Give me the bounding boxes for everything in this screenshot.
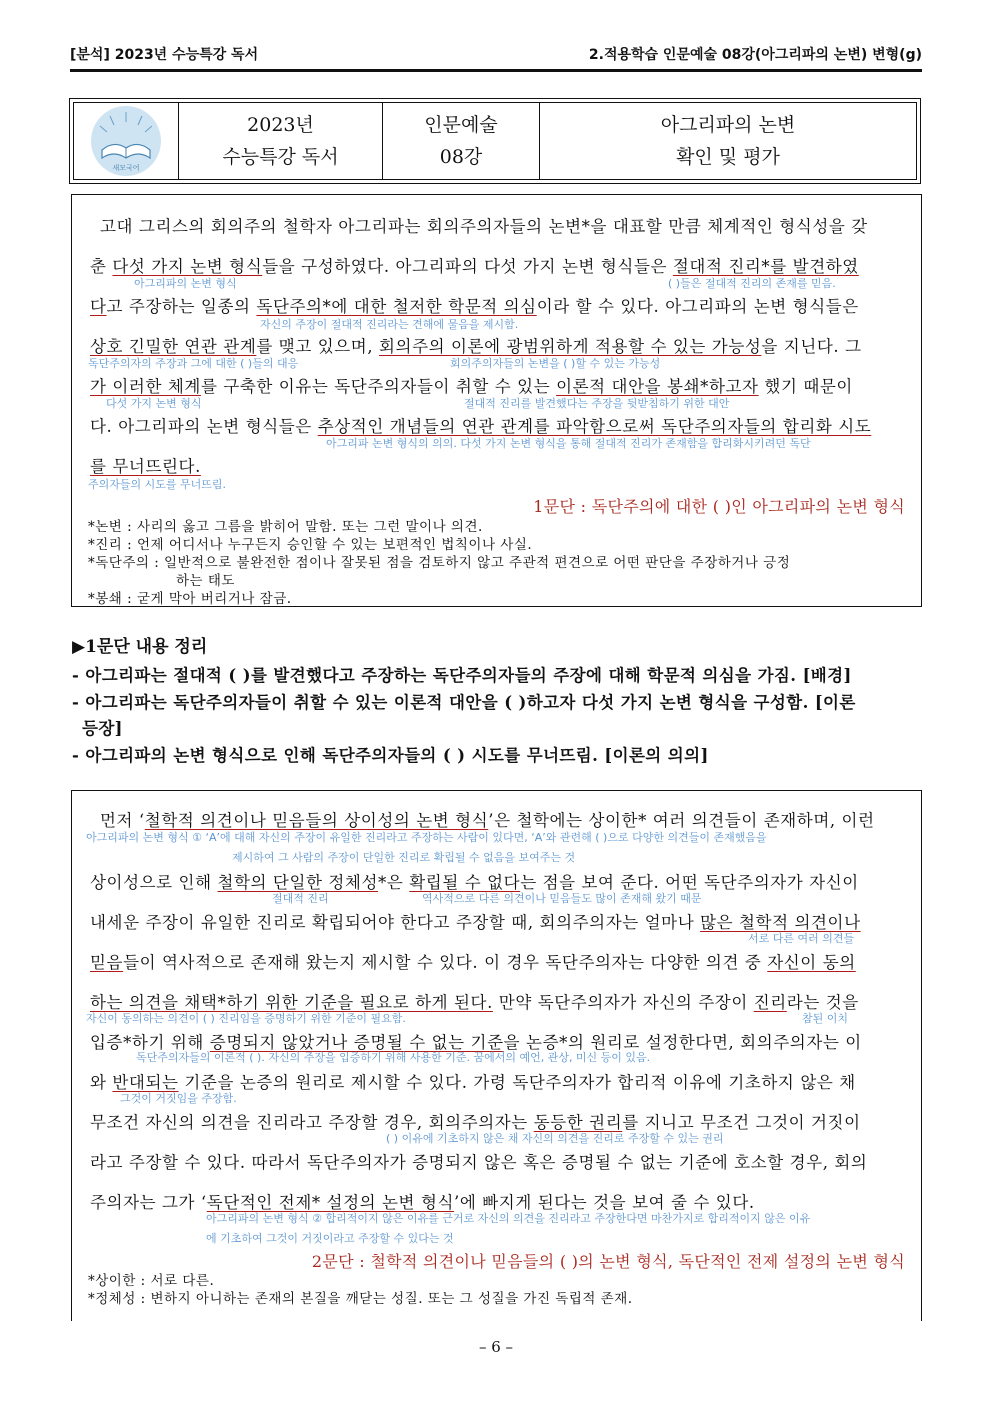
footnote: *진리 : 언제 어디서나 누구든지 승인할 수 있는 보편적인 법칙이나 사실. xyxy=(88,537,533,553)
underlined-phrase: 추상적인 개념들의 연관 관계를 파악함으로써 독단주의자들의 합리화 시도 xyxy=(317,417,872,436)
annotation: 다섯 가지 논변 형식 xyxy=(106,397,202,410)
text-segment: 를 구축한 이유는 독단주의자들이 취할 수 있는 xyxy=(200,377,557,396)
text-segment: 다. 아그리파의 논변 형식들은 xyxy=(90,417,318,436)
annotation: 주의자들의 시도를 무너뜨림. xyxy=(88,478,227,491)
annotation: ( ) 이유에 기초하지 않은 채 자신의 의견을 진리로 주장할 수 있는 권리 xyxy=(386,1132,724,1145)
text-segment: 을 논증*의 원리로 설정한다면, 회의주의자는 이 xyxy=(503,1033,862,1052)
paragraph-2-box xyxy=(71,790,922,1321)
p1-line xyxy=(90,333,902,357)
annotation: 참된 이치 xyxy=(802,1012,849,1025)
p1-line xyxy=(90,373,902,397)
text-segment: 주의자는 그가 ‘ xyxy=(90,1193,207,1212)
p1-line xyxy=(100,213,912,237)
logo-text: 새모국어 xyxy=(112,164,140,172)
underlined-phrase: 믿음 xyxy=(90,953,124,972)
lesson-label: 08강 xyxy=(439,146,483,168)
organize-heading: ▶1문단 내용 정리 xyxy=(72,637,208,657)
text-segment: 는 점을 보여 준다. 어떤 독단주의자가 자신이 xyxy=(520,873,859,892)
text-segment: 무조건 자신의 의견을 진리라고 주장할 경우, 회의주의자는 xyxy=(90,1113,534,1132)
year-label: 2023년 xyxy=(247,114,314,136)
organize-item: 등장] xyxy=(82,719,123,738)
book-label: 수능특강 독서 xyxy=(222,146,339,168)
text-segment: 입증*하기 위해 xyxy=(90,1033,210,1052)
p1-line xyxy=(90,413,902,437)
year-book-cell xyxy=(179,103,383,179)
text-segment: 내세운 주장이 유일한 진리로 확립되어야 한다고 주장할 때, 회의주의자는 얼마나 xyxy=(90,913,701,932)
text-segment: 라는 것을 xyxy=(786,993,859,1012)
p2-line xyxy=(90,1149,902,1173)
annotation: 제시하여 그 사람의 주장이 단일한 진리로 확립될 수 없음을 보여주는 것 xyxy=(232,851,576,864)
underlined-phrase: 확립될 수 없다 xyxy=(409,873,521,892)
text-segment: 고대 그리스의 회의주의 철학자 아그리파는 회의주의자들의 논변*을 대표할 만큼 체계적인 형식성을 갖 xyxy=(100,217,868,236)
text-segment: 춘 xyxy=(90,257,113,276)
underlined-phrase: 독단적인 전제* 설정의 논변 형식 xyxy=(206,1193,455,1212)
underlined-phrase: 동등한 권리 xyxy=(533,1113,623,1132)
p2-line xyxy=(90,949,902,973)
text-segment: 를 맺고 있으며, xyxy=(256,337,380,356)
task-label: 확인 및 평가 xyxy=(676,146,780,168)
annotation: 아그리파의 논변 형식 ② 합리적이지 않은 이유를 근거로 자신의 의견을 진리라고 주장한다면 마찬가지로 합리적이지 않은 이유 xyxy=(206,1212,811,1225)
annotation: 절대적 진리 xyxy=(272,892,329,905)
underlined-phrase: 많은 철학적 의견이나 xyxy=(700,913,861,932)
underlined-phrase: 다 xyxy=(90,297,107,316)
underlined-phrase: 진리 xyxy=(753,993,787,1012)
underlined-phrase: 절대적 진리*를 발견하였 xyxy=(672,257,859,276)
footnote: *상이한 : 서로 다른. xyxy=(88,1273,215,1289)
annotation: 아그리파의 논변 형식 xyxy=(134,277,237,290)
text-segment: 만약 독단주의자가 자신의 주장이 xyxy=(492,993,754,1012)
underlined-phrase: 다섯 가지 논변 형식 xyxy=(112,257,263,276)
header-left: [분석] 2023년 수능특강 독서 xyxy=(70,47,259,63)
annotation: 아그리파의 논변 형식 ① ‘A’에 대해 자신의 주장이 유일한 진리라고 주장하는 사람이 있다면, ‘A’와 관련해 ( )으로 다양한 의견들이 존재했음을 xyxy=(86,831,767,844)
p1-line xyxy=(90,253,902,277)
paragraph-2-summary: 2문단 : 철학적 의견이나 믿음들의 ( )의 논변 형식, 독단적인 전제 설정의 논변 형식 xyxy=(311,1252,905,1271)
subject-label: 인문예술 xyxy=(424,114,498,136)
text-segment: 을 지닌다. 그 xyxy=(761,337,862,356)
text-segment: 기준을 논증의 원리로 제시할 수 있다. 가령 독단주의자가 합리적 이유에 기초하지 않은 채 xyxy=(178,1073,856,1092)
header-rule xyxy=(70,69,922,72)
p1-line xyxy=(90,453,902,477)
annotation: 독단주의자들의 이론적 ( ). 자신의 주장을 입증하기 위해 사용한 기준. 꿈에서의 예언, 관상, 미신 등이 있음. xyxy=(136,1051,651,1064)
page-number: – 6 – xyxy=(478,1338,514,1356)
footnote: 하는 태도 xyxy=(176,573,235,589)
text-segment: 먼저 ‘ xyxy=(100,811,145,830)
text-segment: 했기 때문이 xyxy=(758,377,853,396)
footnote: *독단주의 : 일반적으로 불완전한 점이나 잘못된 점을 검토하지 않고 주관적 편견으로 어떤 판단을 주장하거나 긍정 xyxy=(88,555,791,571)
annotation: 절대적 진리를 발견했다는 주장을 뒷받침하기 위한 대안 xyxy=(464,397,730,410)
annotation: 서로 다른 여러 의견들 xyxy=(748,932,855,945)
text-segment: *은 xyxy=(378,873,410,892)
header-right: 2.적용학습 인문예술 08강(아그리파의 논변) 변형(g) xyxy=(588,47,922,63)
annotation: 자신이 동의하는 의견이 ( ) 진리임을 증명하기 위한 기준이 필요함. xyxy=(86,1012,406,1025)
text-segment: 들이 역사적으로 존재해 왔는지 제시할 수 있다. 이 경우 독단주의자는 다양한 의견 중 xyxy=(123,953,768,972)
underlined-phrase: 이론적 대안을 봉쇄*하고자 xyxy=(556,377,759,396)
footnote: *정체성 : 변하지 아니하는 존재의 본질을 깨닫는 성질. 또는 그 성질을 가진 독립적 존재. xyxy=(88,1291,633,1307)
text-segment: 들을 구성하였다. 아그리파의 다섯 가지 논변 형식들은 xyxy=(262,257,673,276)
logo-cell xyxy=(74,103,179,179)
text-segment: 고 주장하는 일종의 xyxy=(106,297,257,316)
underlined-phrase: 를 무너뜨린다. xyxy=(90,457,201,476)
underlined-phrase: 하는 의견을 채택*하기 위한 기준을 필요로 하게 된다. xyxy=(90,993,493,1012)
annotation: 그것이 거짓임을 주장함. xyxy=(120,1092,237,1105)
topic-cell xyxy=(540,103,916,179)
footnote: *논변 : 사리의 옳고 그름을 밝히어 말함. 또는 그런 말이나 의견. xyxy=(88,519,483,535)
text-segment: 이라 할 수 있다. 아그리파의 논변 형식들은 xyxy=(536,297,859,316)
page-header xyxy=(70,44,922,64)
underlined-phrase: 독단주의*에 대한 철저한 학문적 의심 xyxy=(256,297,537,316)
text-segment: 를 지니고 무조건 그것이 거짓이 xyxy=(622,1113,861,1132)
text-segment: 라고 주장할 수 있다. 따라서 독단주의자가 증명되지 않은 혹은 증명될 수 없는 기준에 호소할 경우, 회의 xyxy=(90,1153,868,1172)
text-segment: 와 xyxy=(90,1073,113,1092)
underlined-phrase: 철학의 단일한 정체성 xyxy=(217,873,379,892)
text-segment: ’은 철학에는 상이한* 여러 의견들이 존재하며, 이런 xyxy=(488,811,875,830)
underlined-phrase: 상호 긴밀한 연관 관계 xyxy=(90,337,257,356)
underlined-phrase: 회의주의 이론에 광범위하게 적용할 수 있는 가능성 xyxy=(379,337,762,356)
organize-item: - 아그리파의 논변 형식으로 인해 독단주의자들의 ( ) 시도를 무너뜨림. [이론의 의의] xyxy=(72,746,709,765)
paragraph-1-summary: 1문단 : 독단주의에 대한 ( )인 아그리파의 논변 형식 xyxy=(533,497,905,516)
footnote: *봉쇄 : 굳게 막아 버리거나 잠금. xyxy=(88,591,292,607)
title-box xyxy=(69,98,921,184)
underlined-phrase: 반대되는 xyxy=(112,1073,179,1092)
p2-line xyxy=(100,807,912,831)
underlined-phrase: 가 이러한 체계 xyxy=(90,377,201,396)
subject-cell xyxy=(383,103,540,179)
book-logo-icon xyxy=(88,104,164,178)
text-segment: ’에 빠지게 된다는 것을 보여 줄 수 있다. xyxy=(454,1193,755,1212)
underlined-phrase: 자신이 동의 xyxy=(767,953,856,972)
annotation: 독단주의자의 주장과 그에 대한 ( )들의 대응 xyxy=(88,357,299,370)
annotation: 자신의 주장이 절대적 진리라는 견해에 물음을 제시함. xyxy=(260,318,519,331)
organize-item: - 아그리파는 절대적 ( )를 발견했다고 주장하는 독단주의자들의 주장에 대해 학문적 의심을 가짐. [배경] xyxy=(72,666,852,685)
annotation: 에 기초하여 그것이 거짓이라고 주장할 수 있다는 것 xyxy=(206,1232,454,1245)
organize-item: - 아그리파는 독단주의자들이 취할 수 있는 이론적 대안을 ( )하고자 다섯 가지 논변 형식을 구성함. [이론 xyxy=(72,693,856,712)
annotation: 역사적으로 다른 의견이나 믿음들도 많이 존재해 왔기 때문 xyxy=(422,892,702,905)
text-segment: 상이성으로 인해 xyxy=(90,873,218,892)
paragraph-1-box xyxy=(71,194,922,607)
underlined-phrase: 증명되지 않았거나 증명될 수 없는 기준 xyxy=(209,1033,504,1052)
annotation: 아그리파 논변 형식의 의의. 다섯 가지 논변 형식을 통해 절대적 진리가 존재함을 합리화시키려던 독단 xyxy=(326,437,811,450)
annotation: 회의주의자들의 논변을 ( )할 수 있는 가능성 xyxy=(450,357,661,370)
underlined-phrase: 철학적 의견이나 믿음들의 상이성의 논변 형식 xyxy=(144,811,489,830)
p1-line xyxy=(90,293,902,317)
topic-label: 아그리파의 논변 xyxy=(660,114,796,136)
annotation: ( )들은 절대적 진리의 존재를 믿음. xyxy=(668,277,836,290)
